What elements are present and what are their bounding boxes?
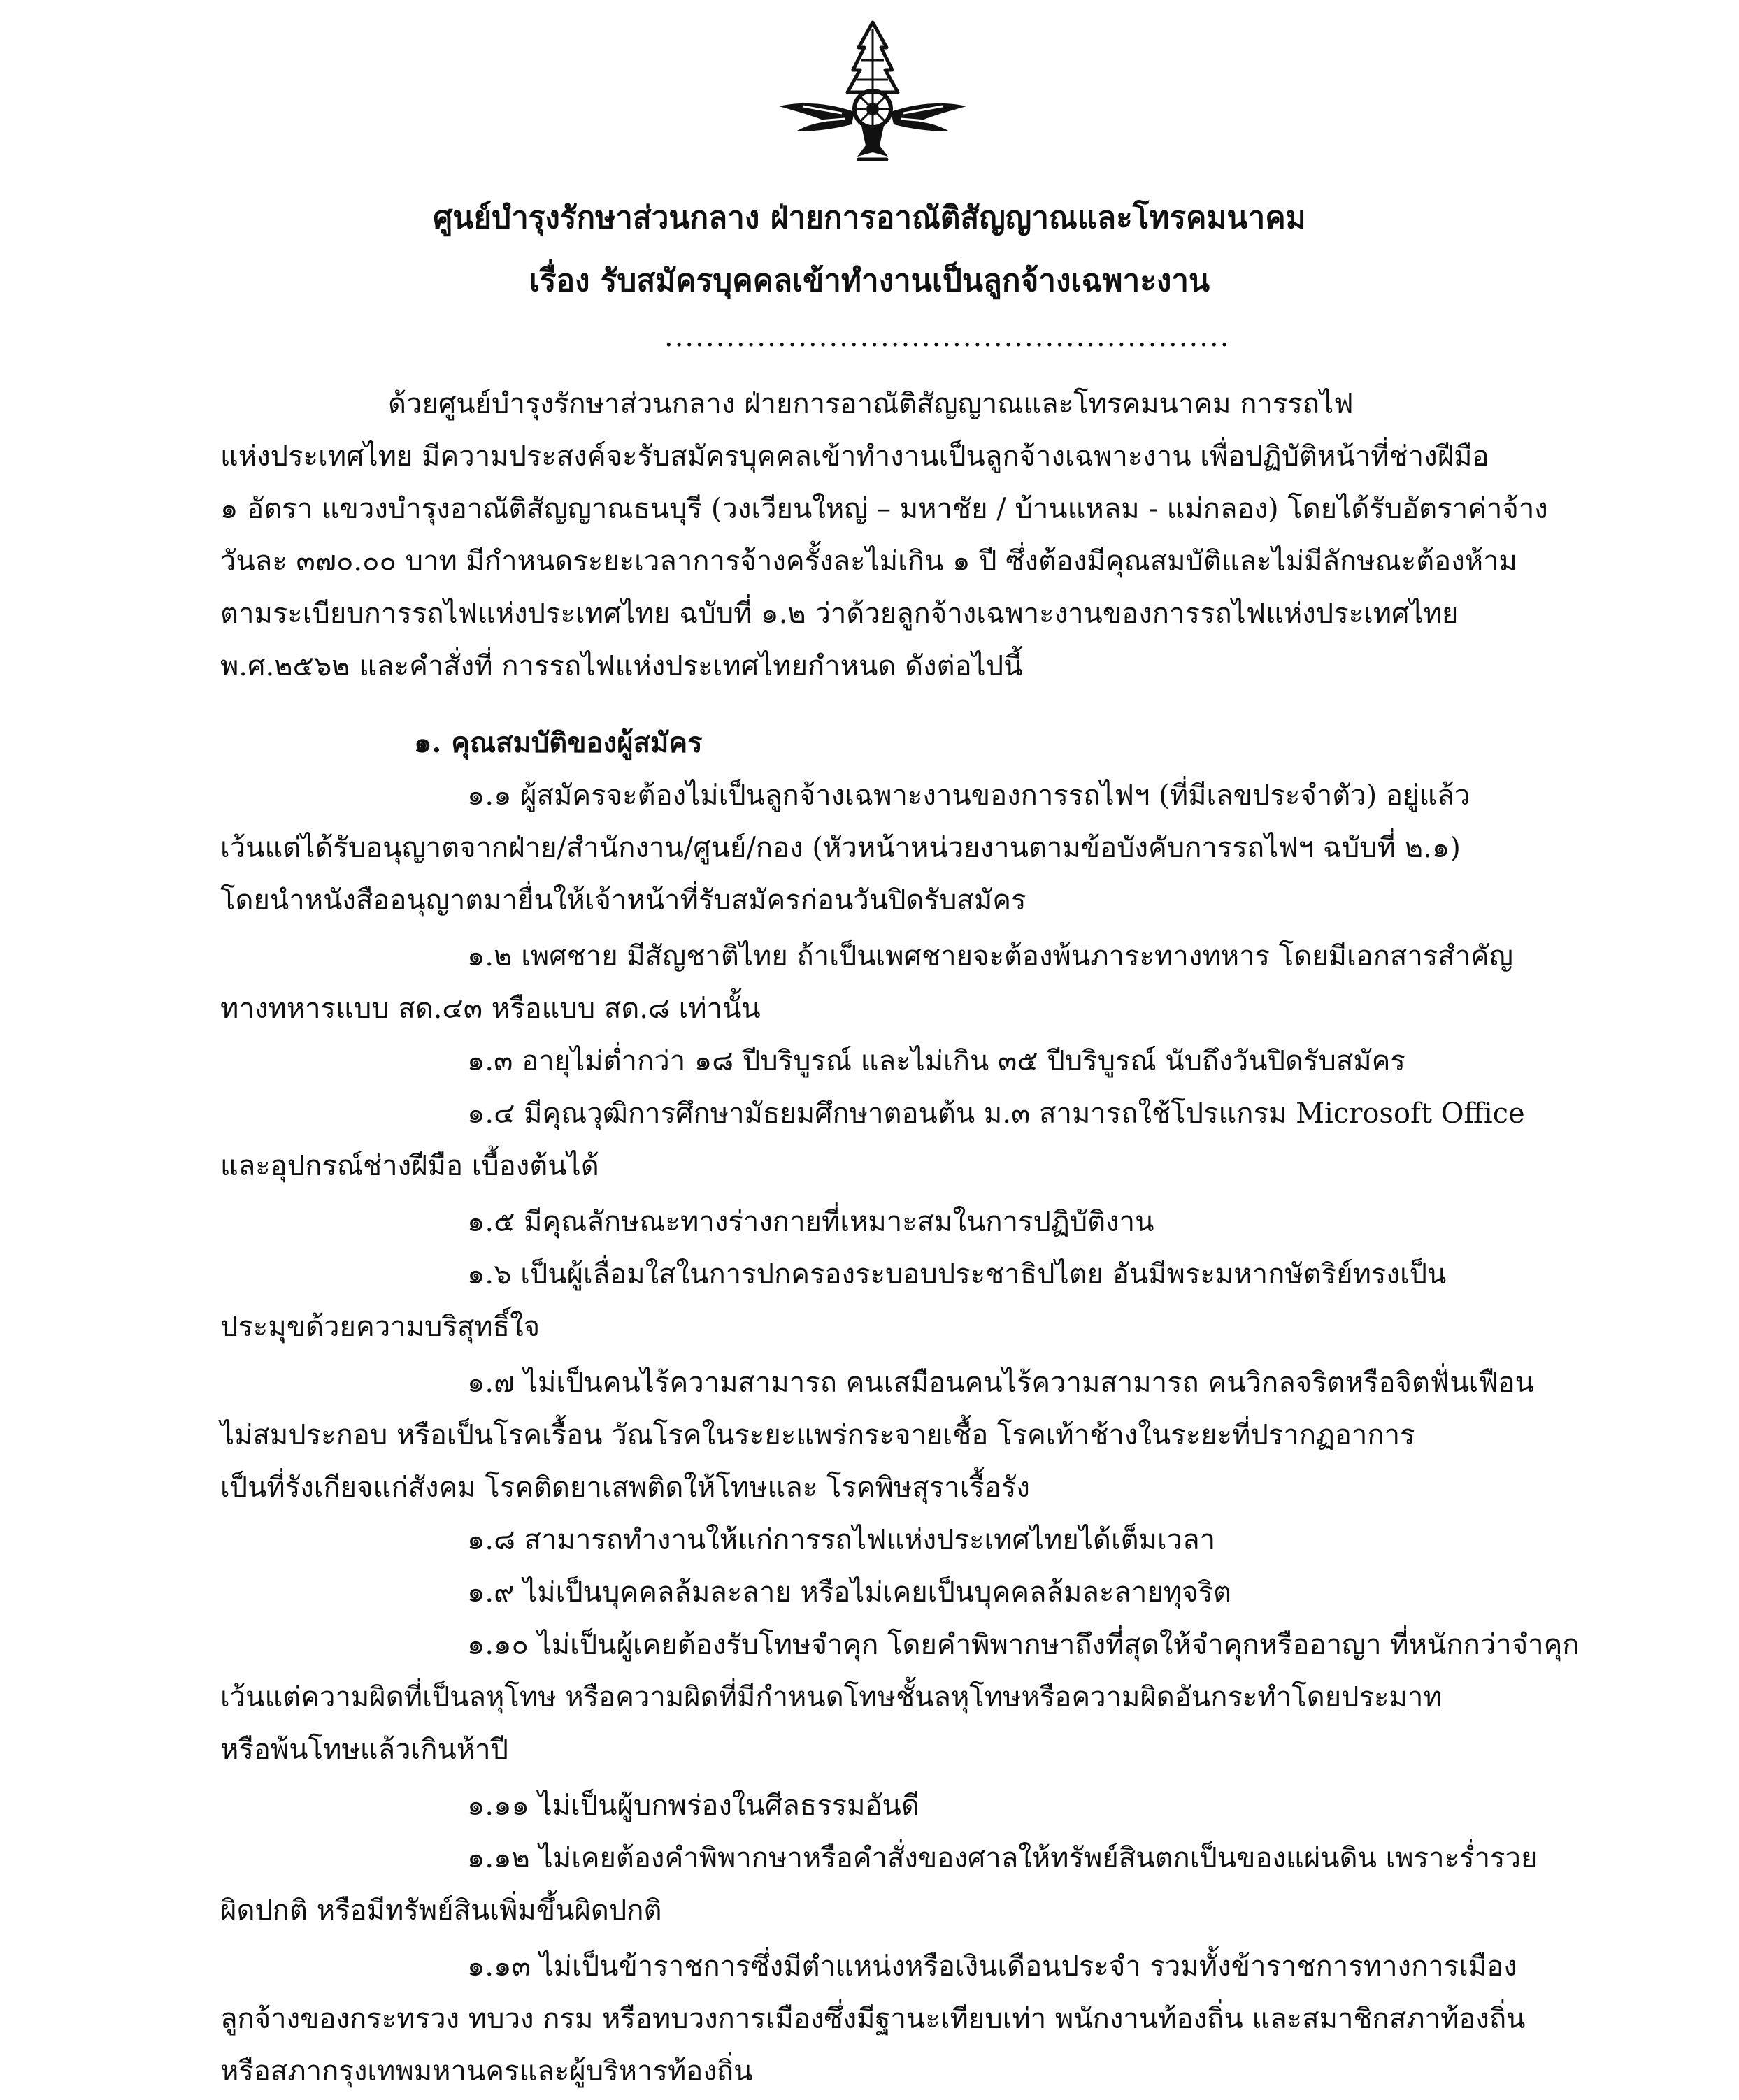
item-1-10-line-3: หรือพ้นโทษแล้วเกินห้าปี <box>220 1734 509 1766</box>
intro-line-3: ๑ อัตรา แขวงบำรุงอาณัติสัญญาณธนบุรี (วงเวียนใหญ่ – มหาชัย / บ้านแหลม - แม่กลอง) โดยได้รับอัตราค่าจ้าง <box>220 493 1548 525</box>
item-1-7-line-3: เป็นที่รังเกียจแก่สังคม โรคติดยาเสพติดให้โทษและ โรคพิษสุราเรื้อรัง <box>220 1472 1030 1504</box>
intro-line-6: พ.ศ.๒๕๖๒ และคำสั่งที่ การรถไฟแห่งประเทศไทยกำหนด ดังต่อไปนี้ <box>220 650 1023 682</box>
item-1-2-line-2: ทางทหารแบบ สด.๔๓ หรือแบบ สด.๘ เท่านั้น <box>220 993 761 1025</box>
intro-line-4: วันละ ๓๗๐.๐๐ บาท มีกำหนดระยะเวลาการจ้างครั้งละไม่เกิน ๑ ปี ซึ่งต้องมีคุณสมบัติและไม่มีลักษณะต้องห้าม <box>220 545 1517 577</box>
item-1-11-line-1: ๑.๑๑ ไม่เป็นผู้บกพร่องในศีลธรรมอันดี <box>467 1790 919 1822</box>
srt-winged-emblem-icon <box>775 20 971 166</box>
item-1-6-line-2: ประมุขด้วยความบริสุทธิ์ใจ <box>220 1311 541 1343</box>
intro-line-1: ด้วยศูนย์บำรุงรักษาส่วนกลาง ฝ่ายการอาณัติสัญญาณและโทรคมนาคม การรถไฟ <box>388 388 1354 420</box>
page-title-line-1: ศูนย์บำรุงรักษาส่วนกลาง ฝ่ายการอาณัติสัญญาณและโทรคมนาคม <box>433 200 1306 236</box>
item-1-1-line-2: เว้นแต่ได้รับอนุญาตจากฝ่าย/สำนักงาน/ศูนย์/กอง (หัวหน้าหน่วยงานตามข้อบังคับการรถไฟฯ ฉบับที่ ๒.๑) <box>220 832 1461 864</box>
item-1-7-line-1: ๑.๗ ไม่เป็นคนไร้ความสามารถ คนเสมือนคนไร้ความสามารถ คนวิกลจริตหรือจิตฟั่นเฟือน <box>467 1367 1534 1399</box>
section-heading: ๑. คุณสมบัติของผู้สมัคร <box>414 726 703 759</box>
item-1-13-line-3: หรือสภากรุงเทพมหานครและผู้บริหารท้องถิ่น <box>220 2055 753 2087</box>
item-1-7-line-2: ไม่สมประกอบ หรือเป็นโรคเรื้อน วัณโรคในระยะแพร่กระจายเชื้อ โรคเท้าช้างในระยะที่ปรากฏอาการ <box>220 1419 1415 1451</box>
item-1-6-line-1: ๑.๖ เป็นผู้เลื่อมใสในการปกครองระบอบประชาธิปไตย อันมีพระมหากษัตริย์ทรงเป็น <box>467 1258 1447 1290</box>
item-1-2-line-1: ๑.๒ เพศชาย มีสัญชาติไทย ถ้าเป็นเพศชายจะต้องพ้นภาระทางทหาร โดยมีเอกสารสำคัญ <box>467 940 1513 972</box>
item-1-8-line-1: ๑.๘ สามารถทำงานให้แก่การรถไฟแห่งประเทศไทยได้เต็มเวลา <box>467 1524 1216 1556</box>
item-1-1-line-3: โดยนำหนังสืออนุญาตมายื่นให้เจ้าหน้าที่รับสมัครก่อนวันปิดรับสมัคร <box>220 884 1026 916</box>
item-1-13-line-1: ๑.๑๓ ไม่เป็นข้าราชการซึ่งมีตำแหน่งหรือเงินเดือนประจำ รวมทั้งข้าราชการทางการเมือง <box>467 1950 1517 1983</box>
page-title-line-2: เรื่อง รับสมัครบุคคลเข้าทำงานเป็นลูกจ้างเฉพาะงาน <box>529 263 1210 299</box>
intro-line-2: แห่งประเทศไทย มีความประสงค์จะรับสมัครบุคคลเข้าทำงานเป็นลูกจ้างเฉพาะงาน เพื่อปฏิบัติหน้าที่ช่างฝีมือ <box>220 440 1489 473</box>
item-1-3-line-1: ๑.๓ อายุไม่ต่ำกว่า ๑๘ ปีบริบูรณ์ และไม่เกิน ๓๕ ปีบริบูรณ์ นับถึงวันปิดรับสมัคร <box>467 1045 1405 1077</box>
item-1-1-line-1: ๑.๑ ผู้สมัครจะต้องไม่เป็นลูกจ้างเฉพาะงานของการรถไฟฯ (ที่มีเลขประจำตัว) อยู่แล้ว <box>467 779 1470 812</box>
intro-line-5: ตามระเบียบการรถไฟแห่งประเทศไทย ฉบับที่ ๑.๒ ว่าด้วยลูกจ้างเฉพาะงานของการรถไฟแห่งประเทศไทย <box>220 598 1459 630</box>
item-1-10-line-2: เว้นแต่ความผิดที่เป็นลหุโทษ หรือความผิดที่มีกำหนดโทษชั้นลหุโทษหรือความผิดอันกระทำโดยประมาท <box>220 1681 1442 1713</box>
item-1-4-line-2: และอุปกรณ์ช่างฝีมือ เบื้องต้นได้ <box>220 1150 599 1182</box>
item-1-12-line-1: ๑.๑๒ ไม่เคยต้องคำพิพากษาหรือคำสั่งของศาลให้ทรัพย์สินตกเป็นของแผ่นดิน เพราะร่ำรวย <box>467 1842 1538 1874</box>
item-1-5-line-1: ๑.๕ มีคุณลักษณะทางร่างกายที่เหมาะสมในการปฏิบัติงาน <box>467 1206 1154 1238</box>
title-separator: ....................................................... <box>664 321 1231 353</box>
item-1-12-line-2: ผิดปกติ หรือมีทรัพย์สินเพิ่มขึ้นผิดปกติ <box>220 1894 662 1927</box>
item-1-13-line-2: ลูกจ้างของกระทรวง ทบวง กรม หรือทบวงการเมืองซึ่งมีฐานะเทียบเท่า พนักงานท้องถิ่น และสมาชิกสภาท้องถิ่น <box>220 2003 1526 2035</box>
item-1-9-line-1: ๑.๙ ไม่เป็นบุคคลล้มละลาย หรือไม่เคยเป็นบุคคลล้มละลายทุจริต <box>467 1576 1232 1609</box>
item-1-4-line-1: ๑.๔ มีคุณวุฒิการศึกษามัธยมศึกษาตอนต้น ม.๓ สามารถใช้โปรแกรม Microsoft Office <box>467 1098 1525 1130</box>
item-1-10-line-1: ๑.๑๐ ไม่เป็นผู้เคยต้องรับโทษจำคุก โดยคำพิพากษาถึงที่สุดให้จำคุกหรืออาญา ที่หนักกว่าจำคุก <box>467 1629 1580 1661</box>
